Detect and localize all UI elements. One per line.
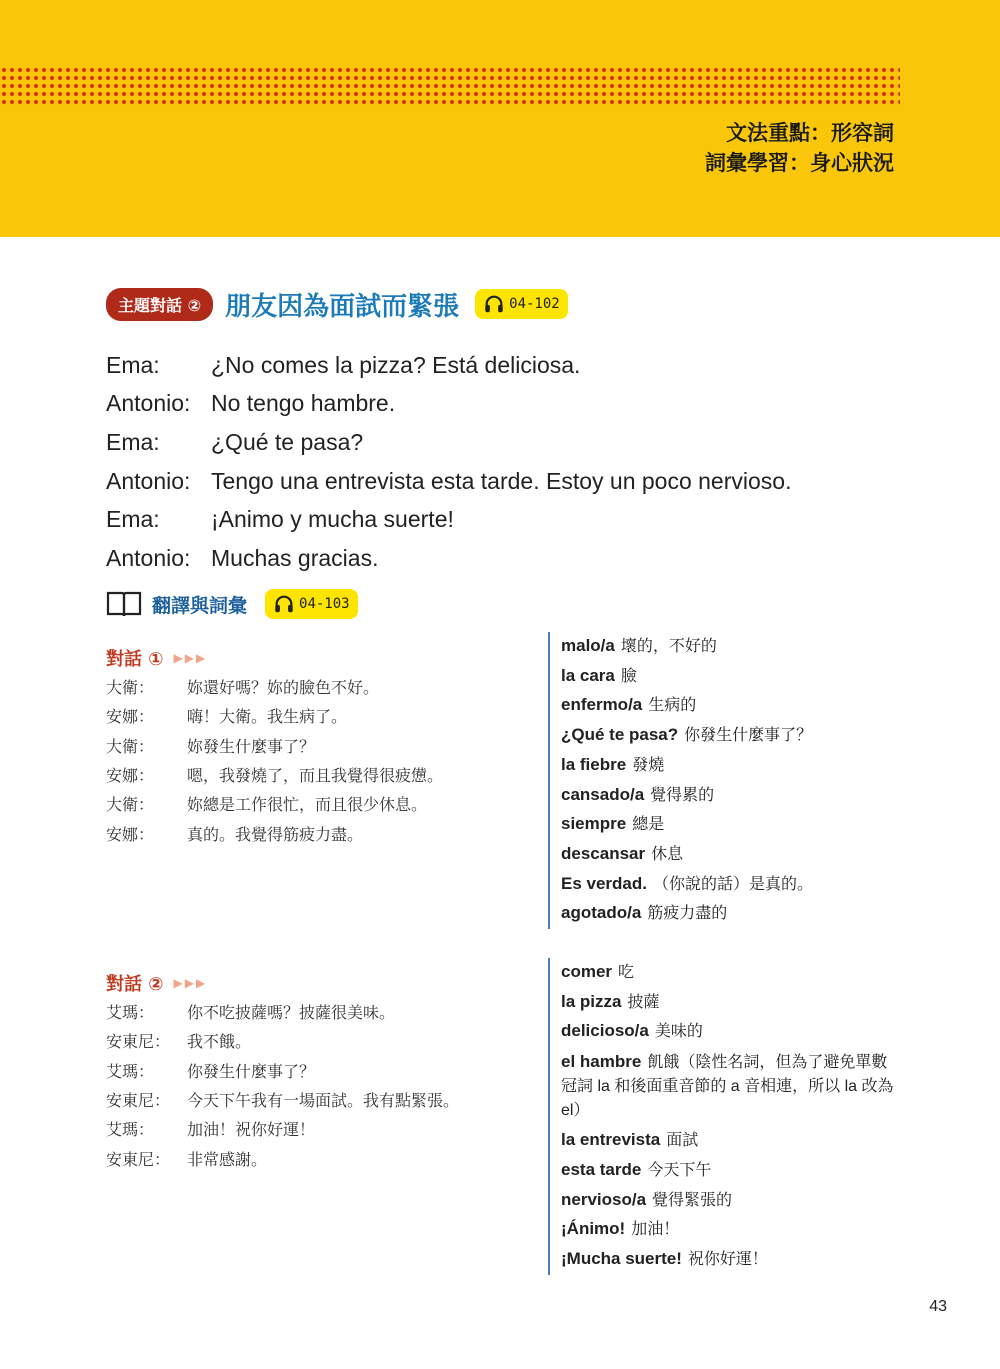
vocab-list-2 bbox=[548, 958, 896, 1275]
conversation-text: 加油！祝你好運！ bbox=[187, 1120, 316, 1140]
page-number: 43 bbox=[929, 1298, 947, 1315]
conversation-label: 對話 ① bbox=[106, 649, 164, 670]
vocab-meaning: 披薩 bbox=[627, 993, 660, 1011]
topic-header bbox=[106, 286, 568, 322]
conversation-2 bbox=[106, 969, 459, 1173]
vocab-meaning: 吃 bbox=[618, 964, 635, 981]
headphones-icon bbox=[273, 593, 295, 615]
dialog-line bbox=[106, 500, 791, 539]
dialog-text: Muchas gracias. bbox=[211, 544, 379, 571]
conversation-heading bbox=[106, 969, 459, 997]
grammar-point: 文法重點：形容詞 bbox=[726, 121, 894, 145]
audio-code: 04-102 bbox=[509, 296, 560, 312]
vocab-meaning: 壞的，不好的 bbox=[620, 638, 717, 655]
vocab-term: esta tarde bbox=[561, 1159, 642, 1179]
vocab-term: descansar bbox=[561, 843, 646, 863]
vocab-meaning: 美味的 bbox=[654, 1023, 703, 1041]
audio-code: 04-103 bbox=[299, 596, 350, 612]
vocab-term: la fiebre bbox=[561, 754, 627, 774]
vocab-meaning: 你發生什麼事了？ bbox=[684, 727, 813, 745]
vocab-meaning: 祝你好運！ bbox=[687, 1250, 768, 1268]
dialog-text: ¡Animo y mucha suerte! bbox=[211, 506, 454, 533]
vocab-heading bbox=[106, 589, 358, 619]
vocab-meaning: 臉 bbox=[620, 667, 637, 685]
vocab-term: delicioso/a bbox=[561, 1021, 649, 1041]
conversation-text: 妳還好嗎？妳的臉色不好。 bbox=[187, 678, 380, 698]
conversation-line bbox=[106, 1085, 459, 1114]
vocab-item bbox=[561, 632, 813, 662]
conversation-speaker: 艾瑪： bbox=[106, 1003, 155, 1023]
conversation-heading bbox=[106, 644, 443, 672]
conversation-line bbox=[106, 672, 443, 701]
vocab-meaning: （你說的話）是真的。 bbox=[653, 875, 814, 893]
dialog-line bbox=[106, 346, 791, 385]
arrows-icon: ▶▶▶ bbox=[173, 651, 208, 665]
conversation-line bbox=[106, 1056, 459, 1085]
conversation-text: 妳總是工作很忙，而且很少休息。 bbox=[187, 795, 428, 815]
topic-title: 朋友因為面試而緊張 bbox=[225, 291, 460, 322]
conversation-speaker: 安東尼： bbox=[106, 1032, 171, 1052]
vocab-item bbox=[561, 1245, 896, 1275]
conversation-text: 今天下午我有一場面試。我有點緊張。 bbox=[187, 1091, 460, 1111]
dialog-speaker: Antonio: bbox=[106, 390, 191, 417]
dialog-line bbox=[106, 385, 791, 424]
conversation-line bbox=[106, 760, 443, 789]
vocab-item bbox=[561, 988, 896, 1018]
vocab-item bbox=[561, 1156, 896, 1186]
conversation-text: 嗨！大衛。我生病了。 bbox=[187, 707, 348, 727]
vocab-item bbox=[561, 721, 813, 751]
conversation-speaker: 安娜： bbox=[106, 766, 155, 786]
dialog-speaker: Antonio: bbox=[106, 467, 191, 494]
vocab-term: la pizza bbox=[561, 991, 622, 1011]
dialog-text: No tengo hambre. bbox=[211, 390, 396, 417]
conversation-speaker: 安東尼： bbox=[106, 1149, 171, 1169]
vocab-meaning: 今天下午 bbox=[647, 1161, 712, 1179]
dialog-text: Tengo una entrevista esta tarde. Estoy un poco nervioso. bbox=[211, 467, 792, 494]
vocab-meaning: 筋疲力盡的 bbox=[647, 905, 728, 923]
dialog bbox=[106, 346, 791, 578]
conversation-text: 你不吃披薩嗎？披薩很美味。 bbox=[187, 1003, 396, 1023]
vocab-section-title: 翻譯與詞彙 bbox=[152, 594, 248, 617]
conversation-label: 對話 ② bbox=[106, 974, 164, 995]
vocab-item bbox=[561, 1126, 896, 1156]
vocab-meaning: 生病的 bbox=[648, 697, 697, 715]
vocab-item bbox=[561, 1215, 896, 1245]
topic-label: 主題對話 ② bbox=[106, 288, 213, 321]
conversation-1 bbox=[106, 644, 443, 848]
conversation-text: 我不餓。 bbox=[187, 1032, 252, 1052]
vocab-item bbox=[561, 870, 813, 900]
conversation-speaker: 大衛： bbox=[106, 736, 155, 756]
vocab-meaning: 覺得累的 bbox=[650, 786, 715, 804]
vocab-meaning: 發燒 bbox=[632, 756, 665, 774]
dialog-line bbox=[106, 423, 791, 462]
vocab-meaning: 加油！ bbox=[631, 1221, 680, 1239]
conversation-line bbox=[106, 789, 443, 818]
conversation-line bbox=[106, 701, 443, 730]
conversation-speaker: 安東尼： bbox=[106, 1091, 171, 1111]
vocab-meaning: 飢餓（陰性名詞，但為了避免單數冠詞 la 和後面重音節的 a 音相連，所以 la 改為 el） bbox=[561, 1054, 894, 1120]
dialog-line bbox=[106, 462, 791, 501]
conversation-line bbox=[106, 731, 443, 760]
conversation-text: 真的。我覺得筋疲力盡。 bbox=[187, 824, 364, 844]
vocab-term: enfermo/a bbox=[561, 695, 643, 715]
dialog-speaker: Ema: bbox=[106, 351, 160, 378]
vocab-list-1 bbox=[548, 632, 813, 929]
conversation-text: 你發生什麼事了？ bbox=[187, 1061, 316, 1081]
vocab-term: la entrevista bbox=[561, 1130, 661, 1150]
book-icon bbox=[106, 590, 142, 618]
vocab-item bbox=[561, 751, 813, 781]
vocab-term: cansado/a bbox=[561, 784, 645, 804]
dialog-line bbox=[106, 539, 791, 578]
dot-pattern bbox=[0, 66, 900, 106]
conversation-speaker: 安娜： bbox=[106, 707, 155, 727]
vocab-item bbox=[561, 662, 813, 692]
vocab-term: Es verdad. bbox=[561, 873, 647, 893]
vocab-term: malo/a bbox=[561, 636, 615, 655]
vocab-meaning: 面試 bbox=[666, 1132, 699, 1150]
vocab-term: ¡Mucha suerte! bbox=[561, 1248, 682, 1268]
conversation-line bbox=[106, 997, 459, 1026]
vocab-item bbox=[561, 781, 813, 811]
vocab-term: nervioso/a bbox=[561, 1189, 647, 1209]
vocab-term: ¿Qué te pasa? bbox=[561, 725, 679, 745]
vocab-item bbox=[561, 1017, 896, 1047]
dialog-speaker: Antonio: bbox=[106, 544, 191, 571]
conversation-text: 妳發生什麼事了？ bbox=[187, 736, 316, 756]
vocab-item bbox=[561, 810, 813, 840]
vocab-term: ¡Ánimo! bbox=[561, 1219, 626, 1239]
conversation-speaker: 安娜： bbox=[106, 824, 155, 844]
arrows-icon: ▶▶▶ bbox=[173, 976, 208, 990]
dialog-text: ¿No comes la pizza? Está deliciosa. bbox=[211, 351, 581, 378]
vocab-meaning: 總是 bbox=[632, 816, 665, 834]
conversation-line bbox=[106, 818, 443, 847]
vocab-term: agotado/a bbox=[561, 903, 642, 923]
vocab-term: siempre bbox=[561, 814, 627, 834]
vocab-audio-badge[interactable] bbox=[265, 589, 358, 619]
headphones-icon bbox=[483, 293, 505, 315]
conversation-text: 非常感謝。 bbox=[187, 1149, 268, 1169]
vocab-item bbox=[561, 1186, 896, 1216]
conversation-line bbox=[106, 1026, 459, 1055]
vocab-item bbox=[561, 691, 813, 721]
audio-badge[interactable] bbox=[475, 289, 568, 319]
subject-lines bbox=[705, 118, 894, 178]
vocab-item bbox=[561, 1047, 896, 1126]
vocab-term: comer bbox=[561, 962, 613, 981]
vocab-term: la cara bbox=[561, 665, 615, 685]
vocab-item bbox=[561, 840, 813, 870]
dialog-speaker: Ema: bbox=[106, 428, 160, 455]
dialog-text: ¿Qué te pasa? bbox=[211, 428, 364, 455]
vocab-item bbox=[561, 958, 896, 988]
conversation-speaker: 艾瑪： bbox=[106, 1120, 155, 1140]
conversation-speaker: 大衛： bbox=[106, 678, 155, 698]
conversation-speaker: 大衛： bbox=[106, 795, 155, 815]
conversation-line bbox=[106, 1143, 459, 1172]
vocab-item bbox=[561, 899, 813, 929]
vocab-topic: 詞彙學習：身心狀況 bbox=[705, 151, 894, 175]
conversation-line bbox=[106, 1114, 459, 1143]
vocab-meaning: 覺得緊張的 bbox=[652, 1191, 733, 1209]
conversation-speaker: 艾瑪： bbox=[106, 1061, 155, 1081]
header-band bbox=[0, 0, 1000, 237]
conversation-text: 嗯，我發燒了，而且我覺得很疲憊。 bbox=[187, 766, 444, 786]
vocab-meaning: 休息 bbox=[651, 845, 684, 863]
vocab-term: el hambre bbox=[561, 1052, 642, 1072]
dialog-speaker: Ema: bbox=[106, 506, 160, 533]
